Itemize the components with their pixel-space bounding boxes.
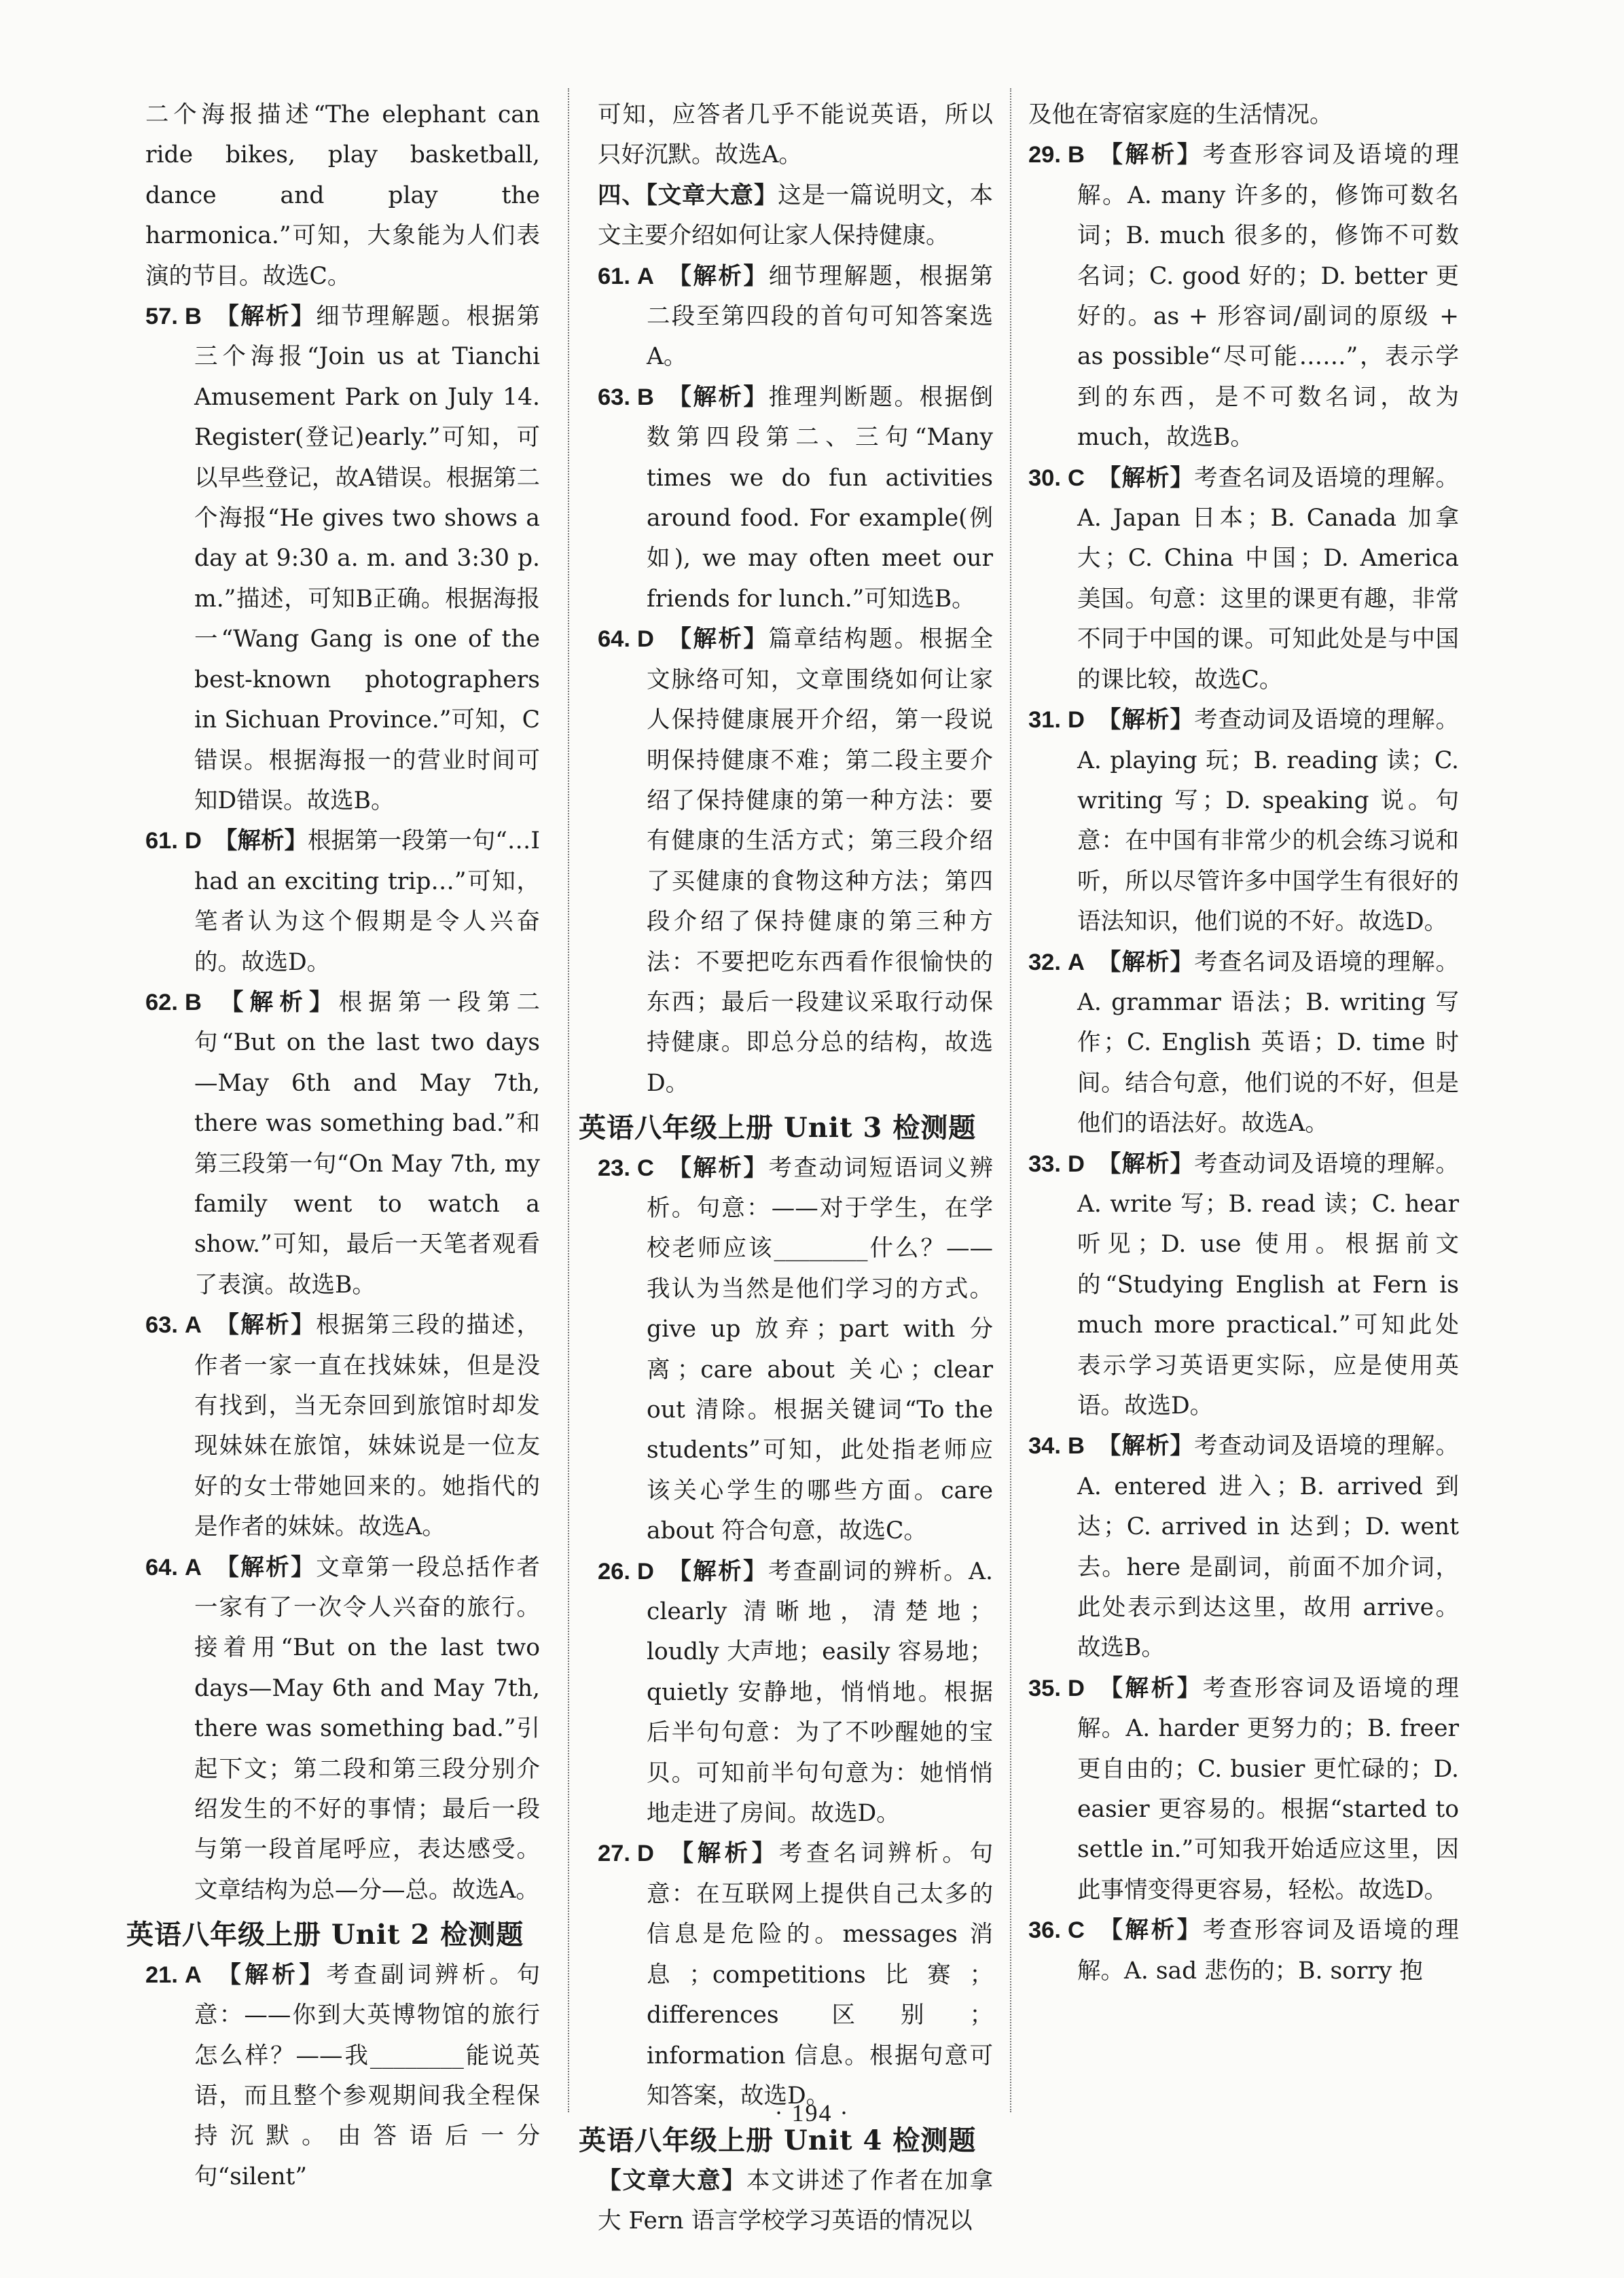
column-right (1028, 95, 1459, 1991)
answer-item: 27. D 【解析】考查名词辨析。句意：在互联网上提供自己太多的信息是危险的。messages 消息；competitions比赛；differences 区别；information 信息。根据句意可知答案，故选D。 (598, 1840, 994, 2110)
answer-item: 21. A 【解析】考查副词辨析。句意：——你到大英博物馆的旅行怎么样？——我________能说英语，而且整个参观期间我全程保持沉默。由答语后一分句“silent” (145, 1961, 541, 2190)
answer-item: 30. C 【解析】考查名词及语境的理解。A. Japan 日本；B. Canada 加拿大；C. China 中国；D. America 美国。句意：这里的课更有趣，非常不同于中国的课。可知此处是与中国的课比较，故选C。 (1028, 464, 1459, 693)
answer-item: 31. D 【解析】考查动词及语境的理解。A. playing 玩；B. reading 读；C. writing 写；D. speaking 说。句意：在中国有非常少的机会练习说和听，所以尽管许多中国学生有很好的语法知识，他们说的不好。故选D。 (1028, 706, 1459, 936)
answer-item: 35. D 【解析】考查形容词及语境的理解。A. harder 更努力的；B. freer 更自由的；C. busier 更忙碌的；D. easier 更容易的。根据“started to settle in.”可知我开始适应这里，因此事情变得更容易，轻松。故选D。 (1028, 1674, 1460, 1904)
answer-item: 63. A 【解析】根据第三段的描述，作者一家一直在找妹妹，但是没有找到，当无奈回到旅馆时却发现妹妹在旅馆，妹妹说是一位友好的女士带她回来的。她指代的是作者的妹妹。故选A。 (145, 1312, 541, 1541)
column-left (126, 95, 541, 2197)
answer-item: 63. B 【解析】推理判断题。根据倒数第四段第二、三句“Many times we do fun activities around food. For example(例如), we may often meet our friends for lunch.”可知选B。 (598, 383, 994, 613)
answer-item: 36. C 【解析】考查形容词及语境的理解。A. sad 悲伤的；B. sorry 抱 (1028, 1917, 1460, 1985)
answer-item: 29. B 【解析】考查形容词及语境的理解。A. many 许多的，修饰可数名词；B. much 很多的，修饰不可数名词；C. good 好的；D. better 更好的。as + 形容词/副词的原级 + as possible“尽可能……”，表示学到的东西，是不可数名词，故为much，故选B。 (1028, 141, 1460, 452)
continued-text: 及他在寄宿家庭的生活情况。 (1028, 101, 1333, 128)
page-number: · 194 · (774, 2099, 850, 2127)
answer-item: 33. D 【解析】考查动词及语境的理解。A. write 写；B. read 读；C. hear听见；D. use 使用。根据前文的“Studying English at Fern is much more practical.”可知此处表示学习英语更实际，应是使用英语。故选D。 (1028, 1150, 1459, 1420)
section-title: 英语八年级上册 Unit 2 检测题 (126, 1919, 524, 1951)
column-middle (579, 95, 994, 2242)
column-divider-left (568, 88, 569, 2112)
continued-text: 二个海报描述“The elephant can ride bikes, play basketball, dance and play the harmonica.”可知，大象能为人们表演的节目。故选C。 (145, 101, 540, 290)
column-divider-right (1010, 88, 1011, 2112)
continued-text: 可知，应答者几乎不能说英语，所以只好沉默。故选A。 (598, 101, 993, 169)
section-title: 英语八年级上册 Unit 3 检测题 (579, 1112, 977, 1144)
answer-list (145, 297, 540, 1911)
answer-item: 23. C 【解析】考查动词短语词义辨析。句意：——对于学生，在学校老师应该________什么？——我认为当然是他们学习的方式。give up 放弃；part with 分离；care about 关心；clear out 清除。根据关键词“To the students”可知，此处指老师应该关心学生的哪些方面。care about 符合句意，故选C。 (598, 1154, 994, 1545)
article-summary: 【文章大意】本文讲述了作者在加拿大 Fern 语言学校学习英语的情况以 (598, 2167, 993, 2235)
answer-item: 61. A 【解析】细节理解题，根据第二段至第四段的首句可知答案选A。 (598, 262, 994, 371)
answer-item: 26. D 【解析】考查副词的辨析。A. clearly 清晰地，清楚地；loudly 大声地；easily 容易地；quietly 安静地，悄悄地。根据后半句句意：为了不吵醒她的宝贝。可知前半句句意为：她悄悄地走进了房间。故选D。 (598, 1557, 993, 1828)
answer-item: 64. A 【解析】文章第一段总括作者一家有了一次令人兴奋的旅行。接着用“But on the last two days—May 6th and May 7th, there was something bad.”引起下文；第二段和第三段分别介绍发生的不好的事情；最后一段与第一段首尾呼应，表达感受。文章结构为总—分—总。故选A。 (145, 1553, 541, 1904)
answer-item: 62. B 【解析】根据第一段第二句“But on the last two days—May 6th and May 7th, there was something bad.”和第三段第一句“On May 7th, my family went to watch a show.”可知，最后一天笔者观看了表演。故选B。 (145, 988, 541, 1299)
answer-item: 32. A 【解析】考查名词及语境的理解。A. grammar 语法；B. writing 写作；C. English 英语；D. time 时间。结合句意，他们说的不好，但是他们的语法好。故选A。 (1028, 948, 1459, 1138)
section-title: 英语八年级上册 Unit 4 检测题 (579, 2125, 977, 2157)
answer-item: 61. D 【解析】根据第一段第一句“…I had an exciting trip…”可知，笔者认为这个假期是令人兴奋的。故选D。 (145, 827, 541, 976)
answer-item: 57. B 【解析】细节理解题。根据第三个海报“Join us at Tianchi Amusement Park on July 14. Register(登记)early.”可知，可以早些登记，故A错误。根据第二个海报“He gives two shows a day at 9:30 a. m. and 3:30 p. m.”描述，可知B正确。根据海报一“Wang Gang is one of the best-known photographers in Sichuan Province.”可知，C错误。根据海报一的营业时间可知D错误。故选B。 (145, 303, 541, 814)
answer-item: 34. B 【解析】考查动词及语境的理解。A. entered 进入；B. arrived 到达；C. arrived in 达到；D. went 去。here 是副词，前面不加介词，此处表示到达这里，故用 arrive。故选B。 (1028, 1432, 1459, 1662)
answer-item: 64. D 【解析】篇章结构题。根据全文脉络可知，文章围绕如何让家人保持健康展开介绍，第一段说明保持健康不难；第二段主要介绍了保持健康的第一种方法：要有健康的生活方式；第三段介绍了买健康的食物这种方法；第四段介绍了保持健康的第三种方法：不要把吃东西看作很愉快的东西；最后一段建议采取行动保持健康。即总分总的结构，故选D。 (598, 626, 994, 1097)
article-summary: 四、【文章大意】这是一篇说明文，本文主要介绍如何让家人保持健康。 (598, 181, 993, 250)
